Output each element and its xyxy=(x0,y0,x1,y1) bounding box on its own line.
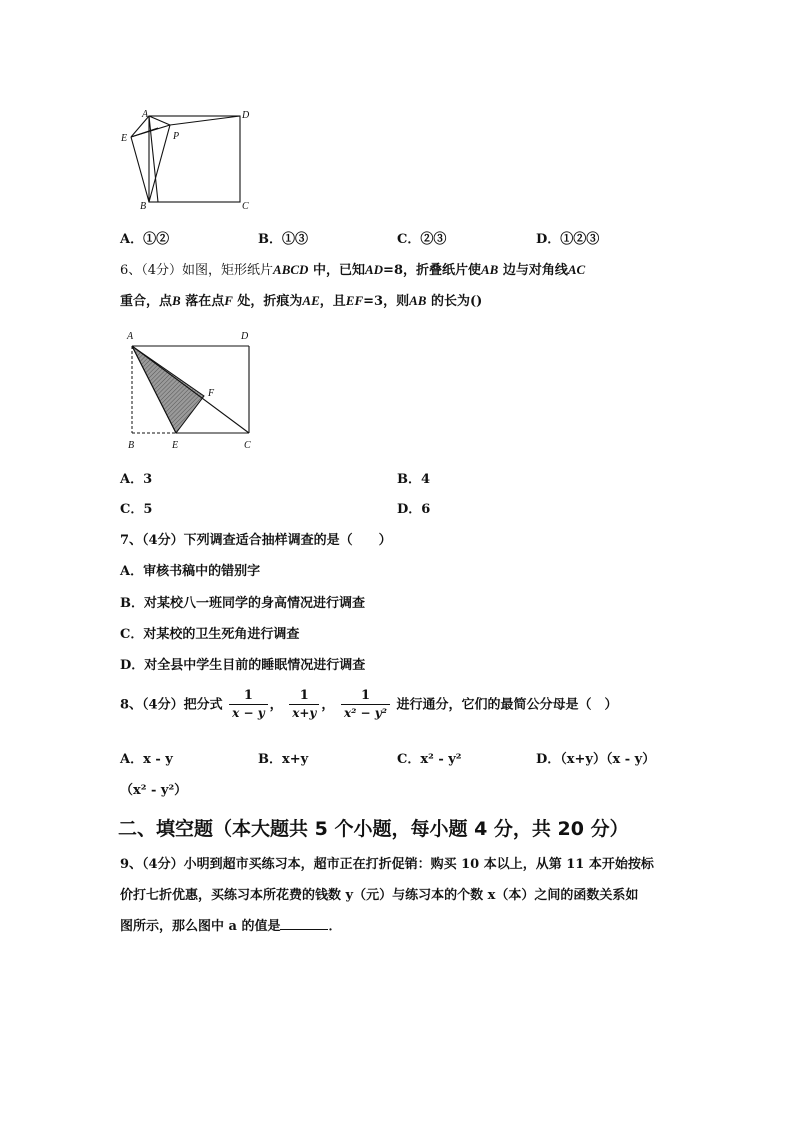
q6-label-a: A xyxy=(127,331,134,342)
q6-line2 xyxy=(120,290,482,309)
q9-line3-end: ． xyxy=(328,919,342,934)
q5-line-eb xyxy=(131,137,149,202)
q8-option-d: D．（x+y）（x - y） xyxy=(536,752,656,767)
q6-option-b: B．4 xyxy=(397,472,431,487)
q8-fraction-3 xyxy=(341,688,390,722)
q6-label-c: C xyxy=(244,440,251,451)
q5-option-b: B．①③ xyxy=(258,232,308,247)
q8-fraction-2 xyxy=(289,688,319,722)
q9-line2: 价打七折优惠，买练习本所花费的钱数 y（元）与练习本的个数 x（本）之间的函数关系如 xyxy=(120,888,639,903)
q6-figure xyxy=(120,326,262,456)
section-fill-in-title: 二、填空题（本大题共 5 个小题，每小题 4 分，共 20 分） xyxy=(118,818,629,840)
q6-option-d: D．6 xyxy=(397,502,431,517)
q6-eq8: =8，折叠纸片使 xyxy=(383,263,481,278)
q8-f2-den: x+y xyxy=(289,704,319,722)
q5-option-c: C．②③ xyxy=(397,232,447,247)
q9-line1: 9、（4分）小明到超市买练习本，超市正在打折促销：购买 10 本以上，从第 11 本开始按标 xyxy=(120,857,654,872)
q6-ab2: AB xyxy=(409,293,427,308)
q8-f1-num: 1 xyxy=(243,688,253,703)
q7-option-d: D．对全县中学生目前的睡眠情况进行调查 xyxy=(120,658,366,673)
q6-ef: EF xyxy=(345,293,364,308)
q6-label-e: E xyxy=(172,440,179,451)
q6-abcd: ABCD xyxy=(273,262,309,277)
q9-answer-blank[interactable] xyxy=(280,917,328,930)
q6-line2-d: ，且 xyxy=(319,294,346,309)
q5-label-b: B xyxy=(140,201,147,210)
q7-text: 7、（4分）下列调查适合抽样调查的是（ ） xyxy=(120,533,392,548)
q6-mid2: 边与对角线 xyxy=(498,263,568,278)
q9-line3 xyxy=(120,915,342,934)
q6-line-ac xyxy=(132,346,249,433)
q8-option-c: C．x² - y² xyxy=(397,752,462,767)
q8-f3-num: 1 xyxy=(360,688,370,703)
q6-option-c: C．5 xyxy=(120,502,153,517)
q5-label-a: A xyxy=(142,109,149,120)
q8-f3-den: x² − y² xyxy=(341,704,390,722)
q8-option-b: B．x+y xyxy=(258,752,309,767)
q6-ac: AC xyxy=(567,262,586,277)
q6-line2-c: 处，折痕为 xyxy=(232,294,303,309)
q7-option-b: B．对某校八一班同学的身高情况进行调查 xyxy=(120,596,365,611)
q7-option-a: A．审核书稿中的错别字 xyxy=(120,564,261,579)
q6-ab: AB xyxy=(481,262,499,277)
q8-f2-num: 1 xyxy=(299,688,309,703)
q6-ad: AD xyxy=(364,262,384,277)
q8-f1-den: x − y xyxy=(229,704,268,722)
q9-line3-text: 图所示，那么图中 a 的值是 xyxy=(120,919,281,934)
q8-option-d-continued: （x² - y²） xyxy=(120,783,188,798)
q5-label-p: P xyxy=(173,131,180,142)
q5-line-ap xyxy=(149,116,170,125)
q6-option-a: A．3 xyxy=(120,472,153,487)
q5-label-d: D xyxy=(242,110,250,121)
q6-label-f: F xyxy=(208,388,215,399)
q8-line xyxy=(120,688,618,722)
q6-line2-f: 的长为() xyxy=(426,294,483,309)
q5-figure xyxy=(118,108,258,210)
q6-line2-b: 落在点 xyxy=(180,294,225,309)
q6-b: B xyxy=(172,293,181,308)
q6-label-b: B xyxy=(128,440,135,451)
q5-label-c: C xyxy=(242,201,249,210)
q6-ae: AE xyxy=(302,293,320,308)
q6-line2-e: =3，则 xyxy=(363,294,410,309)
q8-prefix: 8、（4分）把分式 xyxy=(120,697,223,713)
q6-line1 xyxy=(120,259,585,278)
q5-line-pd xyxy=(170,116,240,125)
q8-option-a: A．x - y xyxy=(120,752,173,767)
q8-sep1: ， xyxy=(269,697,283,713)
q5-line-pb xyxy=(149,125,170,202)
q6-mid1: 中，已知 xyxy=(308,263,365,278)
q8-fraction-1 xyxy=(229,688,268,722)
q6-shaded-triangle xyxy=(132,346,204,433)
q6-prefix: 6、（4分）如图，矩形纸片 xyxy=(120,263,274,278)
q5-square xyxy=(149,116,240,202)
q5-option-d: D．①②③ xyxy=(536,232,600,247)
q5-option-a: A．①② xyxy=(120,232,170,247)
q6-f: F xyxy=(224,293,233,308)
q7-option-c: C．对某校的卫生死角进行调查 xyxy=(120,627,300,642)
q5-label-e: E xyxy=(121,133,128,144)
q8-suffix: 进行通分，它们的最简公分母是（ ） xyxy=(396,697,618,713)
q6-line2-a: 重合，点 xyxy=(120,294,173,309)
q8-sep2: ， xyxy=(321,697,335,713)
q6-label-d: D xyxy=(241,331,249,342)
